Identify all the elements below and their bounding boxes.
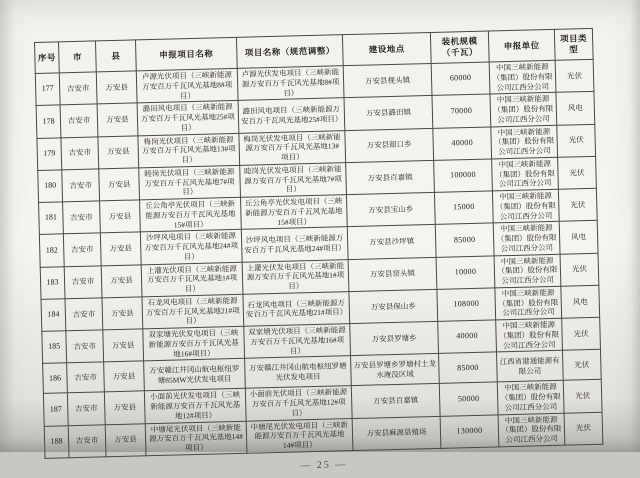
cell-capacity: 100000 bbox=[434, 159, 493, 193]
cell-row-number: 187 bbox=[43, 393, 68, 426]
cell-row-number: 182 bbox=[39, 234, 64, 267]
cell-adjusted-project-name: 潞田风电项目（三峡新能源万安百万千瓦风光基地25#项目） bbox=[238, 98, 345, 133]
cell-applicant-unit: 中国三峡新能源（集团）股份有限公司江西分公司 bbox=[498, 413, 565, 447]
cell-row-number: 179 bbox=[37, 137, 62, 170]
cell-construction-location: 万安县百嘉镇 bbox=[351, 384, 440, 418]
cell-declared-project-name: 上灌光伏项目（三峡新能源万安百万千瓦风光基地1#项目） bbox=[141, 262, 243, 297]
cell-applicant-unit: 中国三峡新能源（集团）股份有限公司江西分公司 bbox=[491, 125, 558, 159]
cell-declared-project-name: 双家塘光伏发电项目（三峡新能源万安百万千瓦风光基地16#项目） bbox=[143, 326, 245, 361]
header-construction-location: 建设地点 bbox=[342, 32, 431, 65]
cell-city: 吉安市 bbox=[62, 169, 100, 202]
cell-county: 万安县 bbox=[97, 103, 138, 136]
cell-county: 万安县 bbox=[104, 361, 145, 392]
cell-county: 万安县 bbox=[104, 391, 145, 424]
cell-adjusted-project-name: 睦岗光伏发电项目（三峡新能源万安百万千瓦风光基地7#项目） bbox=[240, 162, 347, 197]
cell-row-number: 181 bbox=[39, 202, 64, 235]
cell-declared-project-name: 丘公角亭光伏项目（三峡新能源万安百万千瓦风光基地15#项目） bbox=[140, 197, 242, 232]
cell-city: 吉安市 bbox=[60, 104, 98, 137]
cell-adjusted-project-name: 双家塘光伏项目（三峡新能源万安百万千瓦风光基地16#项目） bbox=[244, 324, 351, 359]
table-body bbox=[35, 59, 603, 458]
cell-construction-location: 万安县罗塘乡罗塘村土龙水淹没区域 bbox=[351, 354, 440, 386]
cell-declared-project-name: 潞田风电项目（三峡新能源万安百万千瓦风光基地25#项目） bbox=[137, 101, 239, 136]
cell-construction-location: 万安县沙坪镇 bbox=[347, 225, 436, 259]
cell-construction-location: 万安县百嘉镇 bbox=[346, 160, 435, 194]
cell-county: 万安县 bbox=[101, 264, 142, 297]
cell-city: 吉安市 bbox=[67, 392, 105, 425]
header-county: 县 bbox=[95, 40, 136, 72]
cell-applicant-unit: 中国三峡新能源（集团）股份有限公司江西分公司 bbox=[495, 286, 562, 320]
cell-construction-location: 万安县保山乡 bbox=[349, 289, 438, 323]
cell-capacity: 108000 bbox=[437, 288, 496, 322]
cell-capacity: 10000 bbox=[436, 255, 495, 289]
cell-row-number: 178 bbox=[36, 105, 61, 138]
cell-construction-location: 万安县枧头镇 bbox=[343, 63, 432, 97]
cell-county: 万安县 bbox=[105, 423, 146, 456]
cell-city: 吉安市 bbox=[64, 265, 102, 298]
cell-declared-project-name: 沙坪风电项目（三峡新能源万安百万千瓦风光基地24#项目） bbox=[140, 230, 242, 265]
cell-county: 万安县 bbox=[103, 329, 144, 362]
cell-row-number: 180 bbox=[38, 170, 63, 203]
cell-applicant-unit: 中国三峡新能源（集团）股份有限公司江西分公司 bbox=[493, 222, 560, 256]
cell-capacity: 70000 bbox=[432, 94, 491, 128]
header-city: 市 bbox=[59, 41, 97, 73]
cell-project-type: 光伏 bbox=[562, 350, 601, 381]
cell-applicant-unit: 中国三峡新能源（集团）股份有限公司江西分公司 bbox=[489, 60, 556, 94]
cell-capacity: 85000 bbox=[439, 352, 498, 383]
cell-city: 吉安市 bbox=[67, 362, 105, 393]
cell-declared-project-name: 梅岗光伏项目（三峡新能源万安百万千瓦风光基地13#项目） bbox=[138, 133, 240, 168]
cell-row-number: 183 bbox=[40, 266, 65, 299]
cell-adjusted-project-name: 丘公角亭光伏发电项目（三峡新能源万安百万千瓦风光基地15#项目） bbox=[240, 195, 347, 230]
cell-city: 吉安市 bbox=[61, 136, 99, 169]
cell-city: 吉安市 bbox=[66, 330, 104, 363]
header-row-number: 序号 bbox=[35, 42, 60, 74]
cell-row-number: 188 bbox=[44, 425, 69, 458]
cell-capacity: 40000 bbox=[438, 320, 497, 354]
cell-capacity: 40000 bbox=[433, 126, 492, 160]
cell-project-type: 光伏 bbox=[555, 59, 594, 92]
page-edge-shadow-right bbox=[630, 0, 640, 452]
page-edge-shadow-left bbox=[0, 0, 14, 452]
cell-construction-location: 万安县麻源垦殖场 bbox=[352, 416, 441, 450]
cell-county: 万安县 bbox=[100, 232, 141, 265]
table-area bbox=[34, 28, 605, 478]
cell-declared-project-name: 卢源光伏项目（三峡新能源万安百万千瓦风光基地8#项目） bbox=[136, 68, 238, 103]
cell-city: 吉安市 bbox=[63, 201, 101, 234]
cell-declared-project-name: 石龙风电项目（三峡新能源万安百万千瓦风光基地21#项目） bbox=[142, 294, 244, 329]
cell-construction-location: 万安县窑头镇 bbox=[348, 257, 437, 291]
cell-adjusted-project-name: 沙坪风电项目（三峡新能源万安百万千瓦风光基地24#项目） bbox=[241, 227, 348, 262]
cell-applicant-unit: 江西省港通能源有限公司 bbox=[496, 350, 563, 382]
cell-row-number: 186 bbox=[43, 363, 68, 394]
cell-declared-project-name: 睦岗光伏项目（三峡新能源万安百万千瓦风光基地7#项目） bbox=[139, 165, 241, 200]
cell-construction-location: 万安县潞田镇 bbox=[344, 96, 433, 130]
cell-applicant-unit: 中国三峡新能源（集团）股份有限公司江西分公司 bbox=[492, 157, 559, 191]
cell-project-type: 光伏 bbox=[560, 253, 599, 286]
cell-adjusted-project-name: 小面前光伏项目（三峡新能源万安百万千瓦风光基地12#项目） bbox=[245, 386, 352, 421]
cell-declared-project-name: 小面前光伏发电项目（三峡新能源万安百万千瓦风光基地12#项目） bbox=[144, 389, 246, 424]
cell-capacity: 60000 bbox=[431, 62, 490, 96]
header-applicant-unit: 申报单位 bbox=[488, 29, 555, 62]
cell-declared-project-name: 中塘尾光伏项目（三峡新能源万安百万千瓦风光基地14#项目） bbox=[145, 421, 247, 456]
cell-project-type: 风电 bbox=[556, 92, 595, 125]
cell-adjusted-project-name: 石龙风电项目（三峡新能源万安百万千瓦风光基地21#项目） bbox=[243, 291, 350, 326]
header-adjusted-project-name: 项目名称（规范调整） bbox=[236, 35, 343, 69]
cell-project-type: 风电 bbox=[559, 221, 598, 254]
cell-county: 万安县 bbox=[99, 168, 140, 201]
cell-construction-location: 万安县韶口乡 bbox=[345, 128, 434, 162]
cell-city: 吉安市 bbox=[59, 72, 97, 105]
cell-applicant-unit: 中国三峡新能源（集团）股份有限公司江西分公司 bbox=[494, 254, 561, 288]
cell-applicant-unit: 中国三峡新能源（集团）股份有限公司江西分公司 bbox=[490, 93, 557, 127]
cell-city: 吉安市 bbox=[68, 424, 106, 457]
header-capacity: 装机规模（千瓦） bbox=[430, 31, 489, 63]
cell-adjusted-project-name: 梅岗光伏发电项目（三峡新能源万安百万千瓦风光基地13#项目） bbox=[239, 130, 346, 165]
cell-construction-location: 万安县宝山乡 bbox=[346, 192, 435, 226]
cell-project-type: 风电 bbox=[561, 285, 600, 318]
cell-adjusted-project-name: 卢源光伏发电项目（三峡新能源万安百万千瓦风光基地8#项目） bbox=[237, 66, 344, 101]
cell-row-number: 177 bbox=[35, 73, 60, 106]
cell-row-number: 184 bbox=[41, 299, 66, 332]
cell-city: 吉安市 bbox=[65, 298, 103, 331]
header-project-type: 项目类型 bbox=[554, 28, 593, 60]
header-declared-project-name: 申报项目名称 bbox=[135, 37, 237, 71]
cell-capacity: 50000 bbox=[439, 382, 498, 416]
cell-adjusted-project-name: 万安赣江井冈山航电枢纽罗塘光伏发电项目 bbox=[245, 356, 352, 389]
cell-county: 万安县 bbox=[100, 200, 141, 233]
cell-county: 万安县 bbox=[98, 135, 139, 168]
cell-city: 吉安市 bbox=[63, 233, 101, 266]
cell-adjusted-project-name: 上灌光伏发电项目（三峡新能源万安百万千瓦风光基地1#项目） bbox=[242, 259, 349, 294]
cell-applicant-unit: 中国三峡新能源（集团）股份有限公司江西分公司 bbox=[496, 318, 563, 352]
cell-applicant-unit: 中国三峡新能源（集团）股份有限公司江西分公司 bbox=[497, 380, 564, 414]
cell-capacity: 85000 bbox=[435, 223, 494, 257]
cell-county: 万安县 bbox=[102, 297, 143, 330]
projects-table bbox=[34, 28, 603, 459]
cell-capacity: 15000 bbox=[434, 191, 493, 225]
cell-capacity: 130000 bbox=[440, 414, 499, 448]
cell-applicant-unit: 中国三峡新能源（集团）股份有限公司江西分公司 bbox=[492, 189, 559, 223]
page-number: — 25 — bbox=[300, 458, 348, 472]
cell-project-type: 光伏 bbox=[558, 188, 597, 221]
cell-project-type: 光伏 bbox=[563, 380, 602, 413]
cell-project-type: 光伏 bbox=[558, 156, 597, 189]
cell-project-type: 光伏 bbox=[562, 317, 601, 350]
cell-county: 万安县 bbox=[96, 71, 137, 104]
cell-adjusted-project-name: 中塘尾光伏发电项目（三峡新能源万安百万千瓦风光基地14#项目） bbox=[246, 418, 353, 453]
cell-declared-project-name: 万安赣江井冈山航电枢纽罗塘85MW光伏发电项目 bbox=[144, 359, 246, 392]
cell-construction-location: 万安县罗塘乡 bbox=[350, 321, 439, 355]
cell-project-type: 光伏 bbox=[557, 124, 596, 157]
cell-project-type: 光伏 bbox=[564, 412, 603, 445]
cell-row-number: 185 bbox=[42, 331, 67, 364]
